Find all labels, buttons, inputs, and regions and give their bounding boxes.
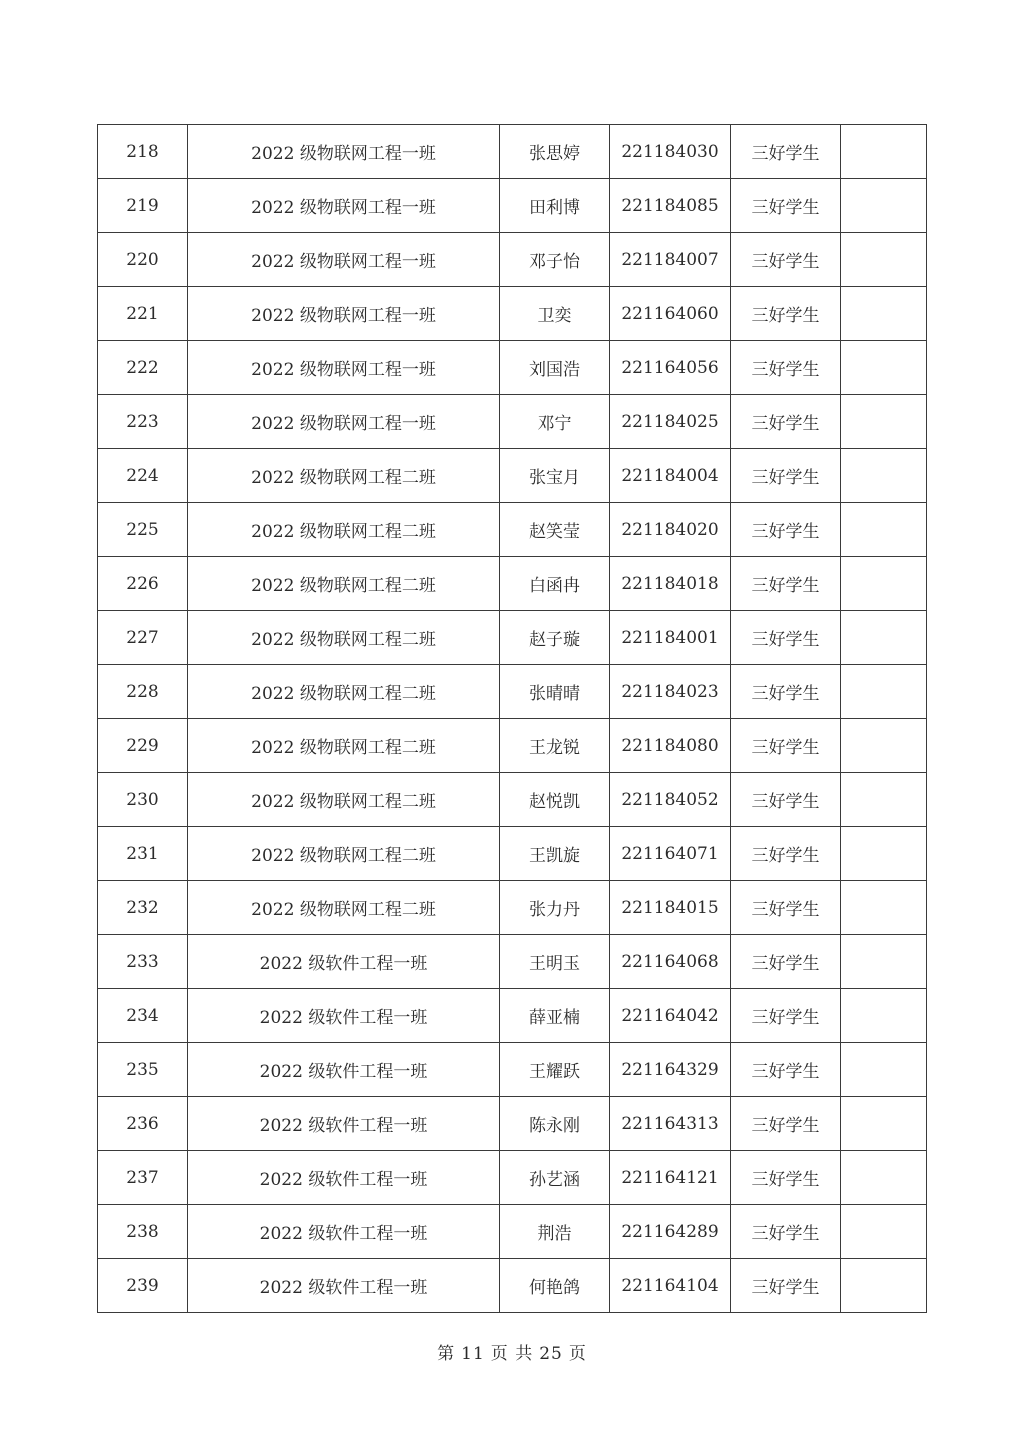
table-row — [98, 881, 927, 935]
cell-award: 三好学生 — [731, 719, 841, 773]
cell-class-name: 2022 级物联网工程二班 — [188, 449, 500, 503]
footer-suffix: 页 — [568, 1344, 587, 1364]
cell-student-id: 221184080 — [610, 719, 731, 773]
cell-class-name: 2022 级软件工程一班 — [188, 1259, 500, 1313]
cell-student-id: 221184004 — [610, 449, 731, 503]
cell-note — [841, 341, 927, 395]
cell-award: 三好学生 — [731, 125, 841, 179]
cell-student-name: 赵笑莹 — [500, 503, 610, 557]
cell-note — [841, 449, 927, 503]
cell-student-name: 王明玉 — [500, 935, 610, 989]
cell-class-name: 2022 级物联网工程一班 — [188, 233, 500, 287]
cell-class-name: 2022 级物联网工程二班 — [188, 719, 500, 773]
cell-note — [841, 773, 927, 827]
cell-award: 三好学生 — [731, 827, 841, 881]
table-row — [98, 449, 927, 503]
cell-class-name: 2022 级物联网工程一班 — [188, 395, 500, 449]
table-row — [98, 719, 927, 773]
cell-class-name: 2022 级软件工程一班 — [188, 1205, 500, 1259]
cell-serial-number: 235 — [98, 1043, 188, 1097]
cell-note — [841, 827, 927, 881]
cell-note — [841, 1043, 927, 1097]
cell-student-id: 221184020 — [610, 503, 731, 557]
cell-student-id: 221164289 — [610, 1205, 731, 1259]
cell-serial-number: 223 — [98, 395, 188, 449]
cell-award: 三好学生 — [731, 287, 841, 341]
cell-student-id: 221164068 — [610, 935, 731, 989]
cell-serial-number: 230 — [98, 773, 188, 827]
table-row — [98, 1205, 927, 1259]
cell-student-name: 赵子璇 — [500, 611, 610, 665]
cell-award: 三好学生 — [731, 1151, 841, 1205]
table-row — [98, 1097, 927, 1151]
cell-serial-number: 232 — [98, 881, 188, 935]
table-row — [98, 233, 927, 287]
cell-student-name: 王耀跃 — [500, 1043, 610, 1097]
cell-class-name: 2022 级软件工程一班 — [188, 989, 500, 1043]
cell-student-id: 221164042 — [610, 989, 731, 1043]
footer-mid: 页 共 — [490, 1344, 534, 1364]
footer-current-page: 11 — [461, 1344, 485, 1364]
table-row — [98, 125, 927, 179]
cell-award: 三好学生 — [731, 503, 841, 557]
cell-student-id: 221184025 — [610, 395, 731, 449]
cell-student-name: 王龙锐 — [500, 719, 610, 773]
cell-serial-number: 226 — [98, 557, 188, 611]
cell-student-name: 张力丹 — [500, 881, 610, 935]
cell-note — [841, 233, 927, 287]
table-row — [98, 341, 927, 395]
cell-class-name: 2022 级物联网工程二班 — [188, 827, 500, 881]
cell-student-id: 221164056 — [610, 341, 731, 395]
cell-serial-number: 233 — [98, 935, 188, 989]
cell-award: 三好学生 — [731, 1043, 841, 1097]
cell-student-id: 221184052 — [610, 773, 731, 827]
cell-class-name: 2022 级物联网工程二班 — [188, 665, 500, 719]
cell-award: 三好学生 — [731, 773, 841, 827]
table-row — [98, 287, 927, 341]
table-row — [98, 989, 927, 1043]
cell-class-name: 2022 级物联网工程二班 — [188, 557, 500, 611]
cell-class-name: 2022 级软件工程一班 — [188, 935, 500, 989]
cell-student-name: 何艳鸽 — [500, 1259, 610, 1313]
cell-serial-number: 225 — [98, 503, 188, 557]
cell-note — [841, 179, 927, 233]
cell-student-id: 221164104 — [610, 1259, 731, 1313]
cell-class-name: 2022 级物联网工程一班 — [188, 179, 500, 233]
cell-award: 三好学生 — [731, 179, 841, 233]
table-row — [98, 827, 927, 881]
cell-award: 三好学生 — [731, 1205, 841, 1259]
cell-note — [841, 935, 927, 989]
cell-note — [841, 125, 927, 179]
cell-student-name: 陈永刚 — [500, 1097, 610, 1151]
table-row — [98, 1151, 927, 1205]
cell-award: 三好学生 — [731, 611, 841, 665]
cell-student-id: 221164060 — [610, 287, 731, 341]
cell-serial-number: 234 — [98, 989, 188, 1043]
cell-note — [841, 1151, 927, 1205]
cell-serial-number: 238 — [98, 1205, 188, 1259]
table-row — [98, 503, 927, 557]
cell-class-name: 2022 级软件工程一班 — [188, 1043, 500, 1097]
cell-award: 三好学生 — [731, 233, 841, 287]
cell-note — [841, 989, 927, 1043]
cell-serial-number: 221 — [98, 287, 188, 341]
cell-serial-number: 218 — [98, 125, 188, 179]
cell-serial-number: 220 — [98, 233, 188, 287]
cell-student-id: 221184007 — [610, 233, 731, 287]
table-row — [98, 611, 927, 665]
table-row — [98, 773, 927, 827]
cell-note — [841, 557, 927, 611]
cell-note — [841, 395, 927, 449]
cell-award: 三好学生 — [731, 341, 841, 395]
cell-award: 三好学生 — [731, 989, 841, 1043]
cell-student-name: 薛亚楠 — [500, 989, 610, 1043]
cell-award: 三好学生 — [731, 449, 841, 503]
student-award-table — [97, 124, 927, 1313]
cell-student-name: 王凯旋 — [500, 827, 610, 881]
cell-class-name: 2022 级物联网工程二班 — [188, 503, 500, 557]
cell-student-id: 221184018 — [610, 557, 731, 611]
cell-award: 三好学生 — [731, 881, 841, 935]
cell-serial-number: 239 — [98, 1259, 188, 1313]
table-row — [98, 1043, 927, 1097]
cell-serial-number: 229 — [98, 719, 188, 773]
cell-class-name: 2022 级软件工程一班 — [188, 1097, 500, 1151]
cell-student-id: 221164329 — [610, 1043, 731, 1097]
table-row — [98, 395, 927, 449]
cell-class-name: 2022 级物联网工程二班 — [188, 773, 500, 827]
cell-award: 三好学生 — [731, 935, 841, 989]
cell-note — [841, 719, 927, 773]
cell-note — [841, 1259, 927, 1313]
cell-class-name: 2022 级物联网工程二班 — [188, 611, 500, 665]
cell-student-id: 221164071 — [610, 827, 731, 881]
cell-serial-number: 231 — [98, 827, 188, 881]
cell-serial-number: 237 — [98, 1151, 188, 1205]
cell-student-name: 卫奕 — [500, 287, 610, 341]
cell-award: 三好学生 — [731, 1259, 841, 1313]
cell-serial-number: 228 — [98, 665, 188, 719]
page-footer — [0, 1339, 1024, 1364]
cell-student-id: 221184023 — [610, 665, 731, 719]
cell-class-name: 2022 级物联网工程一班 — [188, 125, 500, 179]
cell-student-id: 221184001 — [610, 611, 731, 665]
cell-student-id: 221184085 — [610, 179, 731, 233]
cell-note — [841, 665, 927, 719]
cell-serial-number: 227 — [98, 611, 188, 665]
cell-student-name: 白函冉 — [500, 557, 610, 611]
cell-student-id: 221164121 — [610, 1151, 731, 1205]
cell-class-name: 2022 级物联网工程二班 — [188, 881, 500, 935]
cell-note — [841, 287, 927, 341]
table-row — [98, 179, 927, 233]
cell-note — [841, 611, 927, 665]
cell-class-name: 2022 级物联网工程一班 — [188, 287, 500, 341]
cell-award: 三好学生 — [731, 557, 841, 611]
cell-class-name: 2022 级物联网工程一班 — [188, 341, 500, 395]
cell-student-name: 田利博 — [500, 179, 610, 233]
cell-award: 三好学生 — [731, 1097, 841, 1151]
cell-student-name: 孙艺涵 — [500, 1151, 610, 1205]
cell-serial-number: 224 — [98, 449, 188, 503]
cell-student-name: 荆浩 — [500, 1205, 610, 1259]
cell-note — [841, 503, 927, 557]
cell-serial-number: 222 — [98, 341, 188, 395]
cell-student-name: 邓子怡 — [500, 233, 610, 287]
cell-note — [841, 881, 927, 935]
cell-award: 三好学生 — [731, 395, 841, 449]
cell-serial-number: 236 — [98, 1097, 188, 1151]
cell-student-id: 221164313 — [610, 1097, 731, 1151]
cell-serial-number: 219 — [98, 179, 188, 233]
cell-student-name: 刘国浩 — [500, 341, 610, 395]
table-row — [98, 665, 927, 719]
footer-prefix: 第 — [437, 1344, 456, 1364]
table-row — [98, 1259, 927, 1313]
cell-note — [841, 1205, 927, 1259]
cell-student-name: 张晴晴 — [500, 665, 610, 719]
cell-class-name: 2022 级软件工程一班 — [188, 1151, 500, 1205]
table-body — [98, 125, 927, 1313]
cell-student-id: 221184015 — [610, 881, 731, 935]
table-row — [98, 935, 927, 989]
cell-award: 三好学生 — [731, 665, 841, 719]
cell-note — [841, 1097, 927, 1151]
cell-student-name: 赵悦凯 — [500, 773, 610, 827]
cell-student-id: 221184030 — [610, 125, 731, 179]
cell-student-name: 邓宁 — [500, 395, 610, 449]
table-row — [98, 557, 927, 611]
cell-student-name: 张宝月 — [500, 449, 610, 503]
cell-student-name: 张思婷 — [500, 125, 610, 179]
footer-total-pages: 25 — [539, 1344, 563, 1364]
